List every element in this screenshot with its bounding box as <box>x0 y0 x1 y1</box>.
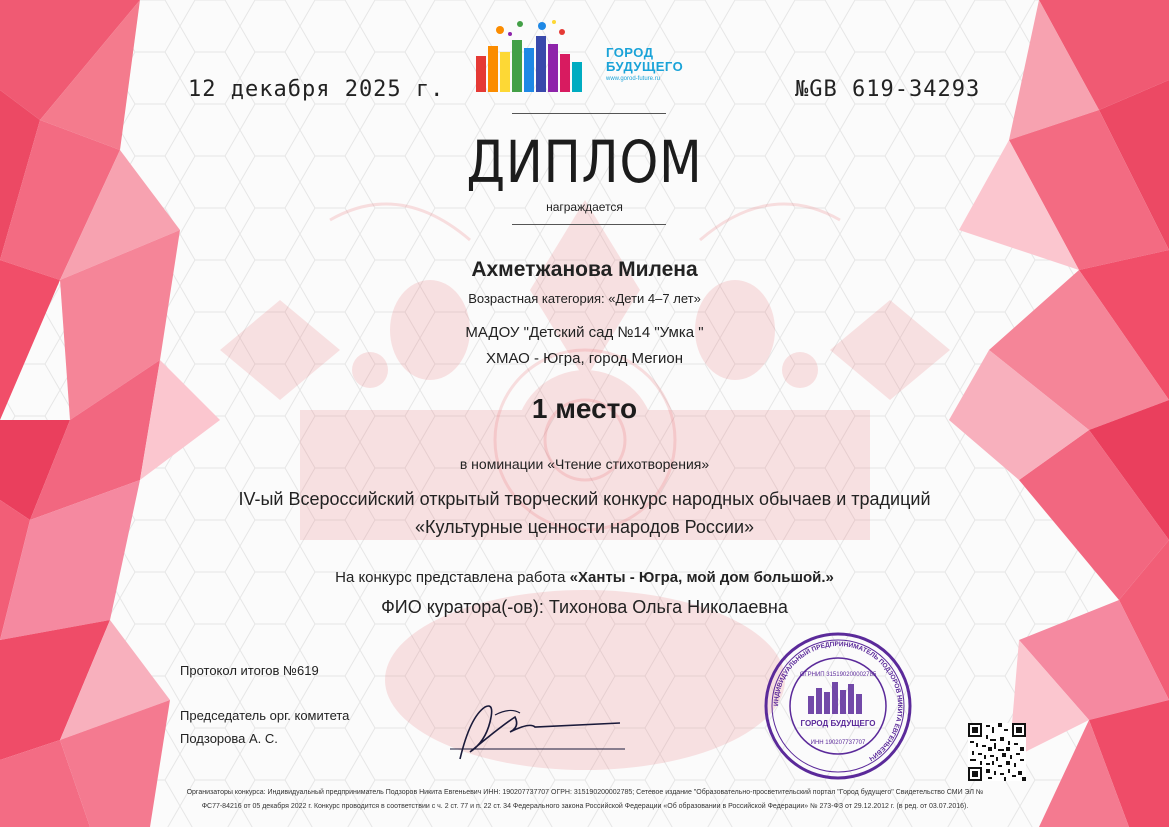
curator: ФИО куратора(-ов): Тихонова Ольга Николаевна <box>381 597 788 617</box>
nomination: в номинации «Чтение стихотворения» <box>459 456 710 472</box>
diploma-date: 12 декабря 2025 г. <box>188 77 445 102</box>
submitted-work-title: «Ханты - Югра, мой дом большой.» <box>569 569 834 586</box>
award-place: 1 место <box>531 393 638 424</box>
logo-name-line2: БУДУЩЕГО <box>606 59 684 74</box>
stamp-center-text: ГОРОД БУДУЩЕГО <box>800 719 876 728</box>
title-bottom-rule <box>512 224 666 225</box>
location: ХМАО - Югра, город Мегион <box>485 350 684 367</box>
handwritten-signature <box>440 697 640 767</box>
title-top-rule <box>512 113 666 114</box>
diploma-number: №GB 619-34293 <box>795 77 981 102</box>
recipient-name: Ахметжанова Милена <box>471 258 698 281</box>
stamp-inn: ИНН 190207737707 <box>810 740 866 746</box>
footer-legal-line-1: Организаторы конкурса: Индивидуальный предприниматель Подзоров Никита Евгеньевич ИНН: 190207737707 ОГРН: 315190200002785; Сетевое издание "Образовательно-просветительский портал "Город будущего" Свидетельство СМИ ЭЛ № <box>186 789 984 796</box>
contest-name: IV-ый Всероссийский открытый творческий конкурс народных обычаев и традиций «Культурные ценности народов России» <box>238 489 931 537</box>
logo-name-line1: ГОРОД <box>606 45 654 60</box>
stamp-ogrnip: ОГРНИП 315190200002785 <box>799 672 877 678</box>
organization-stamp <box>764 632 912 780</box>
logo-wordmark <box>606 46 716 82</box>
chair-title: Председатель орг. комитета <box>180 708 350 723</box>
chair-name: Подзорова А. С. <box>180 731 278 746</box>
organization: МАДОУ "Детский сад №14 "Умка " <box>465 324 704 341</box>
qr-code[interactable] <box>968 723 1026 781</box>
age-category: Возрастная категория: «Дети 4–7 лет» <box>468 291 701 306</box>
logo-url: www.gorod-future.ru <box>606 76 661 82</box>
footer-legal-line-2: ФС77-84216 от 05 декабря 2022 г. Конкурс проводится в соответствии с ч. 2 ст. 77 и п. 22 ст. 34 Федерального закона Российской Федерации «Об образовании в Российской Федерации» № 273-ФЗ от 29.12.2012 г. (в ред. от 03.07.2016). <box>201 803 969 810</box>
awarded-caption: награждается <box>546 200 623 214</box>
diploma-title: ДИПЛОМ <box>466 128 703 196</box>
stamp-outer-text: ИНДИВИДУАЛЬНЫЙ ПРЕДПРИНИМАТЕЛЬ ПОДЗОРОВ НИКИТА ЕВГЕНЬЕВИЧ <box>772 640 904 762</box>
protocol-number: Протокол итогов №619 <box>180 663 319 678</box>
submitted-work <box>0 569 1169 586</box>
submitted-work-prefix: На конкурс представлена работа <box>335 569 566 586</box>
